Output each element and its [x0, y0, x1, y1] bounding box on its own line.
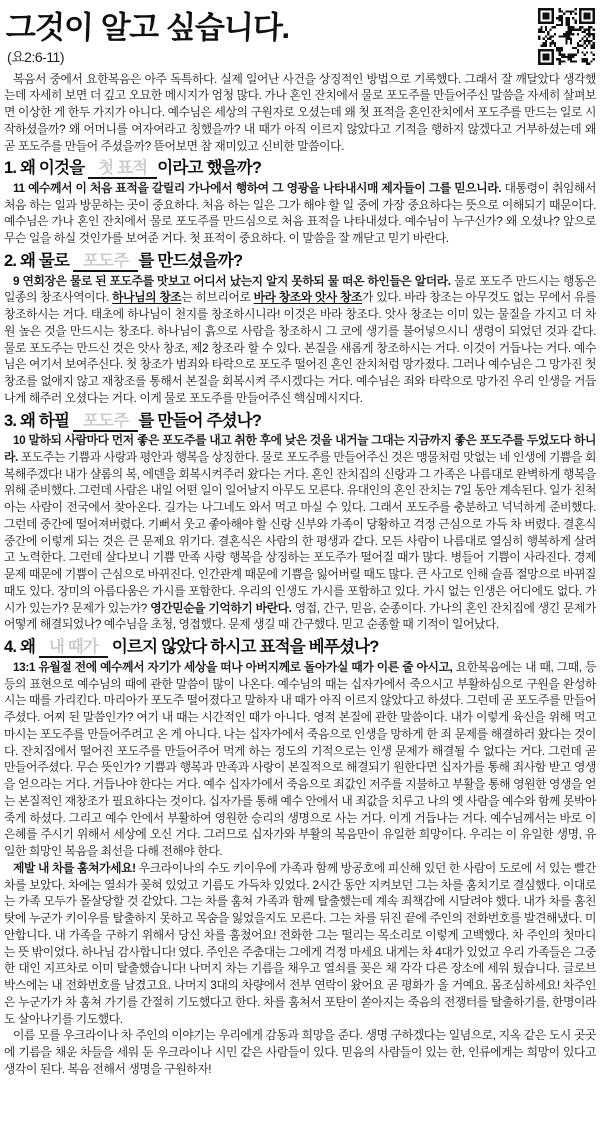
- text-segment: 내 때가: [39, 638, 108, 658]
- paragraph: [4, 860, 596, 1028]
- section-2: [4, 251, 596, 407]
- section-4-heading: [4, 637, 596, 658]
- paragraph: [4, 432, 596, 633]
- text-segment: 대통령이 취임해서 처음 하는 일과 방문하는 곳이 중요하다. 처음 하는 일은 그가 해야 할 일 중에 가장 중요하다는 뜻으로 이해되기 때문이다. 예수님은 가나 혼인 잔치에서 물로 포도주를 만드심으로 처음 표적을 나타내셨다. 예수님이 누구신가? 왜 오셨나? 앞으로 무슨 일을 하실 것인가를 보여준 거다. 첫 표적이 중요하다. 이 말씀을 잘 깨닫고 믿기 바란다.: [4, 180, 596, 246]
- text-segment: 요한복음에는 내 때, 그때, 등등의 표현으로 예수님의 때에 관한 말씀이 많이 나온다. 예수님의 때는 십자가에서 죽으시고 부활하심으로 구원을 완성하시는 때를 가리킨다. 마리아가 포도주 떨어졌다고 말하자 내 때가 아직 이르지 않았다고 하셨다. 그런데 곧 포도주를 만들어주셨다. 어찌 된 말씀인가? 여기 내 때는 시간적인 때가 아니다. 영적 본질에 관한 말씀이다. 내가 이렇게 육신을 위해 먹고 마시는 포도주를 만들어주려고 온 게 아니다. 나는 십자가에서 죽음으로 인생을 망하게 한 죄 문제를 해결하러 왔다는 것이다. 잔치집에서 떨어진 포도주를 만들어주어 먹게 하는 정도의 기적으로는 인생 문제가 해결될 수 없다는 거다. 그런데 곧 만들어주셨다. 무슨 뜻인가? 기쁨과 행복과 만족과 사랑이 본질적으로 해결되기 원한다면 십자가를 통해 죄사함 받고 영생을 얻으라는 거다. 거듭나야 한다는 거다. 예수 십자가에서 죽음으로 죄값인 저주를 지불하고 부활을 통해 영원한 영생을 얻는 본질적인 재창조가 필요하다는 것이다. 십자가를 통해 예수 안에서 내 죄값을 치루고 나의 옛 사람을 예수와 함께 못박아 죽게 하셨다. 그리고 예수 안에서 부활하여 영원한 승리의 생명으로 사는 거다. 이게 거듭나는 거다. 예수님께서는 바로 이 은혜를 주시기 위해서 세상에 오신 거다. 그러므로 십자가와 부활의 복음만이 유일한 희망이다. 우리는 이 유일한 생명, 유일한 희망인 복음을 최선을 다해 전해야 한다.: [4, 659, 596, 859]
- text-segment: 9 연회장은 물로 된 포도주를 맛보고 어디서 났는지 알지 못하되 물 떠온 하인들은 알더라.: [13, 273, 451, 288]
- intro-paragraph: [4, 71, 596, 155]
- text-segment: 이라고 했을까?: [157, 159, 262, 178]
- text-segment: 3. 왜 하필: [4, 411, 73, 430]
- qr-code: [538, 8, 595, 65]
- section-4: [4, 637, 596, 1077]
- section-4-content: [4, 659, 596, 1078]
- text-segment: 첫 표적: [88, 159, 157, 179]
- title-block: [4, 6, 289, 67]
- scripture-reference: (요2:6-11): [7, 48, 65, 65]
- text-segment: 영접, 간구, 믿음, 순종이다. 가나의 혼인 잔치집에 생긴 문제가 어떻게 해결되었나? 예수님을 초청, 영접했다. 문제 생길 때 간구했다. 믿고 순종할 때 기적이 일어났다.: [4, 600, 596, 632]
- text-segment: 10 말하되 사람마다 먼저 좋은 포도주를 내고 취한 후에 낮은 것을 내거늘 그대는 지금까지 좋은 포도주를 두었도다 하니라.: [4, 433, 596, 464]
- text-segment: 를 만들어 주셨나?: [138, 411, 262, 430]
- paragraph: [4, 1027, 596, 1077]
- text-segment: 포도주는 기쁨과 사랑과 평안과 행복을 상징한다. 물로 포도주를 만들어주신 것은 맹물처럼 맛없는 네 인생에 기쁨을 회복해주겠다! 내가 샬롬의 복, 에덴을 회복시켜주러 왔다는 거다. 혼인 잔치집의 신랑과 그 가족은 나름대로 완벽하게 행복을 위해 준비했다. 그런데 사람은 내일 어떤 일이 일어날지 아무도 모른다. 유대인의 혼인 잔치는 7일 동안 계속된다. 일가 친척 아는 사람이 전국에서 찾아온다. 길가는 나그네도 와서 먹고 마실 수 있다. 그래서 포도주를 충분하고 넉넉하게 준비했다. 그런데 중간에 떨어져버렸다. 기뻐서 웃고 좋아해야 할 신랑 신부와 가족이 당황하고 걱정 근심으로 가득 차 버렸다. 결혼식 중간에 이렇게 되는 것은 큰 문제요 위기다. 결혼식은 사람의 한 평생과 같다. 모든 사람이 나름대로 열심히 행복하게 살려고 노력한다. 그런데 살다보니 기쁨 만족 사랑 행복을 상징하는 포도주가 떨어질 때가 많다. 병들어 기쁨이 사라진다. 경제문제 때문에 기쁨이 근심으로 바뀌진다. 인간관계 때문에 기쁨을 잃어버릴 때도 많다. 큰 사고로 인해 슬픔 절망으로 바뀌질 때도 있다. 장미의 아름다움은 가시를 포함한다. 우리의 인생도 가시를 포함하고 있다. 가시 없는 인생은 어디에도 없다. 가시가 있는가? 문제가 있는가?: [4, 449, 596, 615]
- text-segment: 하나님의 창조: [112, 290, 182, 305]
- section-1-heading: [4, 158, 596, 179]
- text-segment: 우크라이나의 수도 키이우에 가족과 함께 방공호에 피신해 있던 한 사람이 도로에 서 있는 빨간 차를 보았다. 차에는 열쇠가 꽂혀 있었고 기름도 가득차 있었다. 2시간 동안 지켜보던 그는 차를 훔치기로 결심했다. 이대로는 가족 모두가 몰살당할 것 같았다. 그는 차를 훔쳐 가족과 함께 탈출했는데 계속 죄책감에 시달려야 했다. 내가 차를 훔친 탓에 누군가 키이우를 탈출하지 못하고 목숨을 잃었을지도 모른다. 그는 차를 뒤진 끝에 주인의 전화번호를 발견해냈다. 미안합니다. 내 가족을 구하기 위해서 당신 차를 훔쳤어요! 전화한 그는 떨리는 목소리로 이렇게 고백했다. 차 주인의 첫마디는 뜻 밖이었다. 하나님 감사합니다! 였다. 주인은 주춤대는 그에게 걱정 마세요 내게는 차 4대가 있었고 우리 가족들은 그중 한 대인 지프차로 이미 탈출했습니다! 나머지 차는 기름을 채우고 열쇠를 꽂은 채 각각 다른 장소에 세워 뒀습니다. 글로브박스에는 내 전화번호를 남겼고요. 나머지 3대의 차량에서 전부 연락이 왔어요 곧 평화가 올 거예요. 몸조심하세요! 차주인은 누군가가 차 훔쳐 가기를 간절히 기도했다고 한다. 차를 훔쳐서 포탄이 쏟아지는 죽음의 전쟁터를 탈출하기를, 한명이라도 살아나기를 기도했다.: [4, 860, 596, 1026]
- sermon-body: [4, 71, 596, 1078]
- text-segment: 4. 왜: [4, 638, 39, 657]
- text-segment: 포도주: [73, 412, 138, 432]
- text-segment: 가 있다. 바라 창조는 아무것도 없는 무에서 유를 창조하시는 거다. 태초에 하나님이 천지를 창조하시니라! 이것은 바라 창조다. 앗사 창조는 이미 있는 물질을 가지고 더 차원 높은 것을 만드시는 창조다. 하나님이 흙으로 사람을 창조하시 그 코에 생기를 불어넣으시니 생령이 되었던 것과 같다. 물로 포도주는 만드신 것은 앗사 창조, 제2 창조라 할 수 있다. 본질을 새롭게 창조하시는 거다. 이것이 거듭나는 거다. 예수님은 여기서 보여주신다. 첫 창조가 범죄와 타락으로 포도주 떨어진 혼인 잔치처럼 망가졌다. 그러나 예수님은 그 망가진 첫 창조를 없애지 않고 재창조를 통해서 본질을 회복시켜 주시겠다는 거다. 예수님은 죄와 타락으로 망가진 우리 인생을 거듭나게 해주러 오셨다는 거다. 이게 물로 포도주를 만들어주신 핵심메시지다.: [4, 290, 596, 405]
- text-segment: 11 예수께서 이 처음 표적을 갈릴리 가나에서 행하여 그 영광을 나타내시매 제자들이 그를 믿으니라.: [13, 180, 502, 195]
- section-3-heading: [4, 411, 596, 432]
- section-1: [4, 158, 596, 247]
- text-segment: 를 만드셨을까?: [138, 251, 243, 270]
- text-segment: 복음서 중에서 요한복음은 아주 독특하다. 실제 일어난 사건을 상징적인 방법으로 기록했다. 그래서 잘 깨달았다 생각했는데 자세히 보면 더 깊고 오묘한 메시지가 엄청 많다. 가나 혼인 잔치에서 물로 포도주를 만들어주신 말씀을 자세히 살펴보면 이상한 게 한두 가지가 아니다. 예수님은 세상의 구원자로 오셨는데 왜 첫 표적을 혼인잔치에서 포도주를 만드는 일로 시작하셨을까? 왜 어머니를 여자여라고 칭했을까? 내 때가 아직 이르지 않았다고 기적을 행하지 않겠다고 거부하셨는데 왜 곧 포도주를 만들어 주셨을까? 뜯어보면 참 재미있고 신비한 말씀이다.: [4, 71, 596, 153]
- text-segment: 포도주: [73, 252, 138, 272]
- paragraph: [4, 273, 596, 407]
- paragraph: [4, 180, 596, 247]
- text-segment: 물로 포도주 만드시는 행동은 일종의 창조사역이다.: [4, 273, 596, 305]
- text-segment: 바라 창조와 앗사 창조: [253, 290, 363, 305]
- document-header: [4, 6, 596, 67]
- text-segment: 13:1 유월절 전에 예수께서 자기가 세상을 떠나 아버지께로 돌아가실 때가 이른 줄 아시고,: [13, 659, 453, 674]
- text-segment: 2. 왜 물로: [4, 251, 73, 270]
- section-3-content: [4, 432, 596, 633]
- paragraph: [4, 659, 596, 860]
- section-2-heading: [4, 251, 596, 272]
- text-segment: 영간믿순을 기억하기 바란다.: [150, 600, 292, 615]
- text-segment: 는 히브리어로: [181, 290, 254, 305]
- text-segment: 제발 내 차를 훔쳐가세요!: [13, 860, 136, 875]
- section-1-content: [4, 180, 596, 247]
- text-segment: 이르지 않았다 하시고 표적을 베푸셨나?: [108, 638, 379, 657]
- text-segment: 1. 왜 이것을: [4, 159, 89, 178]
- section-2-content: [4, 273, 596, 407]
- page-title: 그것이 알고 싶습니다.: [5, 10, 290, 45]
- section-3: [4, 411, 596, 634]
- text-segment: 이름 모를 우크라이나 차 주인의 이야기는 우리에게 감동과 희망을 준다. 생명 구하겠다는 일념으로, 지옥 같은 도시 곳곳에 기름을 채운 차들을 세워 둔 우크라이나 시민 같은 사람들이 있다. 믿음의 사람들이 있는 한, 인류에게는 희망이 있다고 생각이 된다. 복음 전해서 생명을 구원하자!: [4, 1028, 596, 1076]
